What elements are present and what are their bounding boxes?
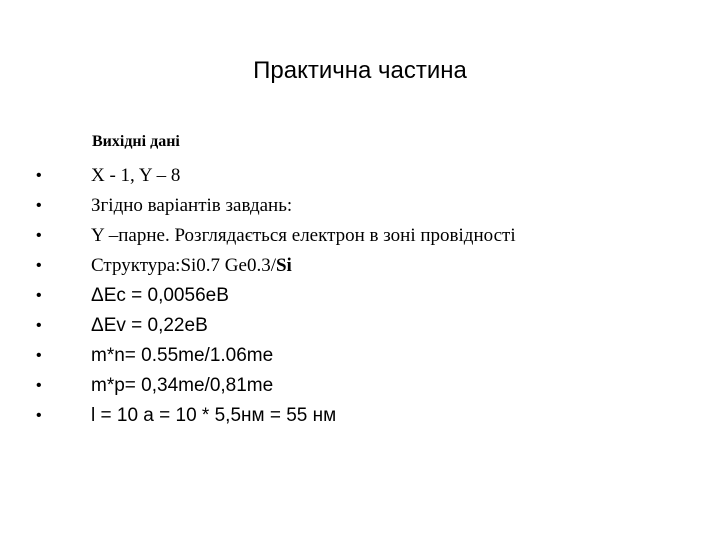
bullet-icon: • xyxy=(36,167,42,184)
slide-title: Практична частина xyxy=(253,57,467,84)
item-text: m*p= 0,34me/0,81me xyxy=(91,375,274,396)
bullet-icon: • xyxy=(36,347,42,364)
item-text: m*n= 0.55me/1.06me xyxy=(91,345,274,366)
item-text: ΔEv = 0,22еВ xyxy=(91,315,208,336)
bullet-icon: • xyxy=(36,377,42,394)
bullet-icon: • xyxy=(36,287,42,304)
structure-substrate: Si xyxy=(275,255,292,276)
bullet-icon: • xyxy=(36,257,42,274)
bullet-icon: • xyxy=(36,197,42,214)
item-text: X - 1, Y – 8 xyxy=(91,165,181,186)
item-text: Згідно варіантів завдань: xyxy=(91,195,293,216)
bullet-icon: • xyxy=(36,317,42,334)
section-subtitle: Вихідні дані xyxy=(92,133,180,150)
item-text xyxy=(91,252,292,280)
structure-text: Структура:Si0.7 Ge0.3/ xyxy=(91,255,276,276)
item-text: Y –парне. Розглядається електрон в зоні провідності xyxy=(91,225,516,246)
item-text: l = 10 a = 10 * 5,5нм = 55 нм xyxy=(91,405,337,426)
item-text: ΔEc = 0,0056еВ xyxy=(91,285,229,306)
bullet-icon: • xyxy=(36,227,42,244)
bullet-icon: • xyxy=(36,407,42,424)
